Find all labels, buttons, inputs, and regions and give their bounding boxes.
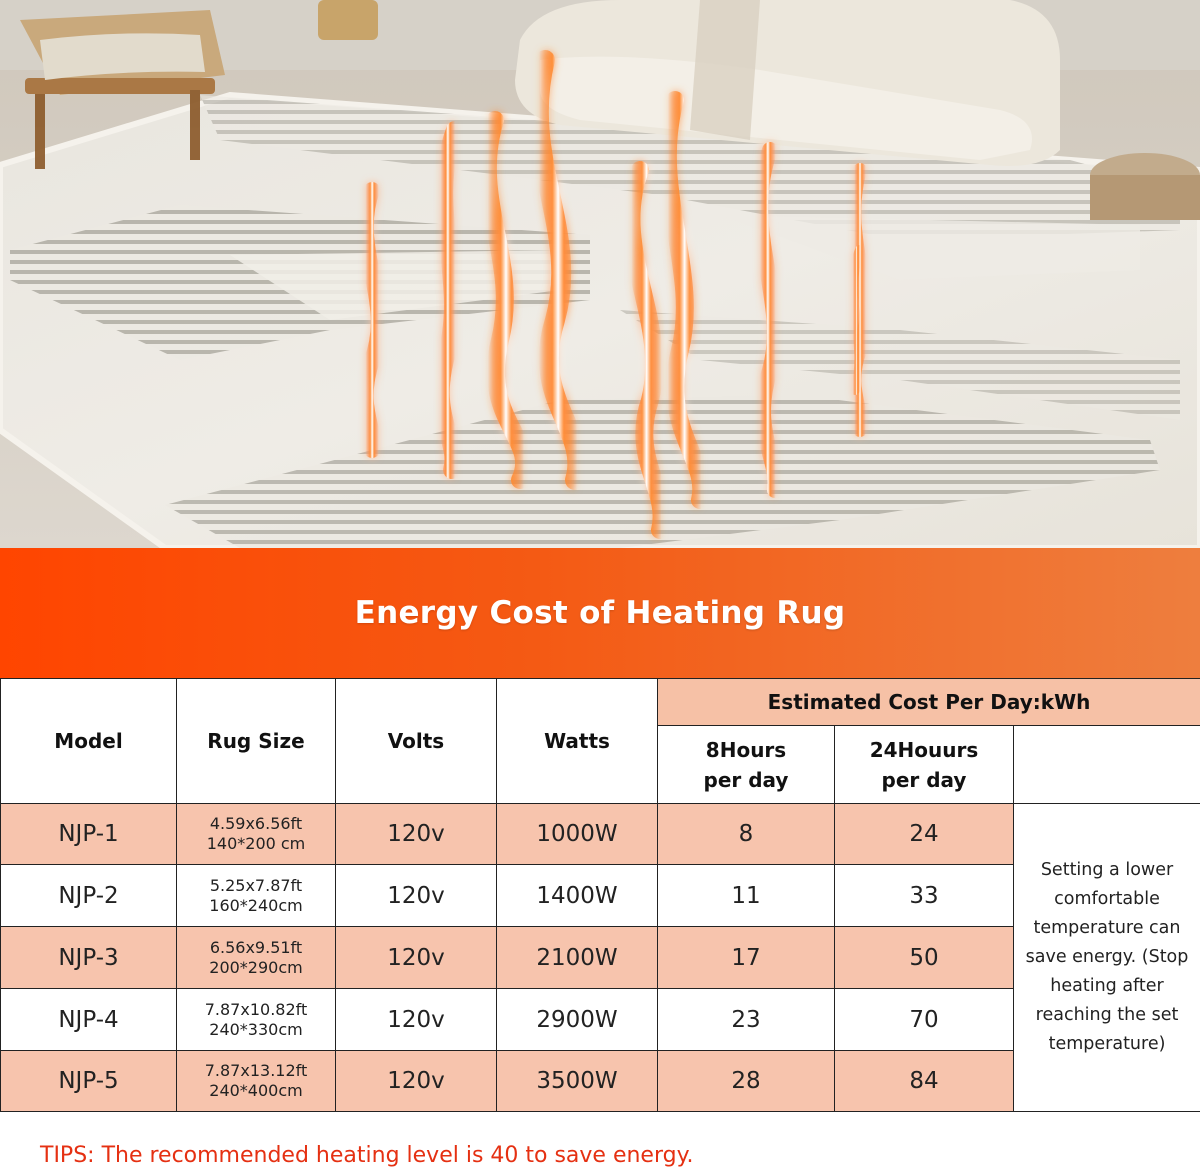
cell-watts: 2100W: [497, 927, 658, 989]
cell-24-hours: 70: [835, 989, 1014, 1051]
cell-size-ft: 4.59x6.56ft: [209, 814, 303, 833]
cell-rug-size: [177, 804, 336, 865]
cell-24-hours: 84: [835, 1051, 1014, 1112]
cell-24-hours: 24: [835, 804, 1014, 865]
cell-model: NJP-2: [1, 865, 177, 927]
note-line: comfortable: [1054, 889, 1160, 909]
product-photo: [0, 0, 1200, 548]
energy-saving-note: [1014, 804, 1200, 1112]
cell-size-cm: 200*290cm: [209, 957, 303, 977]
note-line: Setting a lower: [1040, 860, 1174, 880]
cell-8-hours: 23: [658, 989, 835, 1051]
header-estimated-cost: Estimated Cost Per Day:kWh: [658, 679, 1200, 726]
cell-size-ft: 7.87x10.82ft: [204, 999, 308, 1019]
header-24-hours-line2: per day: [881, 767, 967, 792]
header-blank-cell: [1014, 726, 1200, 804]
table-row: [1, 804, 1200, 865]
cell-volts: 120v: [336, 865, 497, 927]
cell-24-hours: 33: [835, 865, 1014, 927]
cell-model: NJP-1: [1, 804, 177, 865]
cell-8-hours: 8: [658, 804, 835, 865]
cell-8-hours: 17: [658, 927, 835, 989]
header-model: Model: [1, 679, 177, 804]
cell-watts: 3500W: [497, 1051, 658, 1112]
rug-room-illustration: [0, 0, 1200, 548]
cell-rug-size: [177, 1051, 336, 1112]
banner-title: Energy Cost of Heating Rug: [354, 595, 846, 631]
cell-24-hours: 50: [835, 927, 1014, 989]
cell-size-ft: 6.56x9.51ft: [209, 937, 303, 957]
cell-volts: 120v: [336, 989, 497, 1051]
cell-rug-size: [177, 989, 336, 1051]
cell-volts: 120v: [336, 927, 497, 989]
header-8-hours-line1: 8Hours: [705, 737, 787, 762]
cell-8-hours: 11: [658, 865, 835, 927]
header-24-hours-line1: 24Houurs: [869, 737, 979, 762]
cell-rug-size: [177, 927, 336, 989]
note-line: reaching the set: [1035, 1005, 1179, 1025]
cell-size-cm: 240*400cm: [209, 1081, 303, 1100]
note-line: heating after: [1050, 976, 1164, 996]
cell-watts: 1000W: [497, 804, 658, 865]
cell-model: NJP-4: [1, 989, 177, 1051]
cell-volts: 120v: [336, 804, 497, 865]
note-line: save energy. (Stop: [1025, 947, 1189, 967]
cell-model: NJP-5: [1, 1051, 177, 1112]
header-8-hours-line2: per day: [703, 767, 789, 792]
note-line: temperature can: [1033, 918, 1181, 938]
header-watts: Watts: [497, 679, 658, 804]
tips-text: TIPS: The recommended heating level is 40 to save energy.: [40, 1143, 694, 1168]
title-banner: [0, 548, 1200, 678]
cell-volts: 120v: [336, 1051, 497, 1112]
energy-cost-table: [0, 678, 1200, 1112]
cell-watts: 2900W: [497, 989, 658, 1051]
cell-watts: 1400W: [497, 865, 658, 927]
header-rug-size: Rug Size: [177, 679, 336, 804]
cell-size-cm: 240*330cm: [209, 1019, 303, 1039]
cell-model: NJP-3: [1, 927, 177, 989]
header-volts: Volts: [336, 679, 497, 804]
cell-size-cm: 140*200 cm: [206, 834, 306, 853]
cell-size-cm: 160*240cm: [209, 895, 303, 915]
cell-8-hours: 28: [658, 1051, 835, 1112]
cell-size-ft: 7.87x13.12ft: [204, 1061, 308, 1080]
cell-rug-size: [177, 865, 336, 927]
note-line: temperature): [1048, 1034, 1166, 1054]
header-24-hours: [835, 726, 1014, 804]
header-8-hours: [658, 726, 835, 804]
cell-size-ft: 5.25x7.87ft: [209, 875, 303, 895]
